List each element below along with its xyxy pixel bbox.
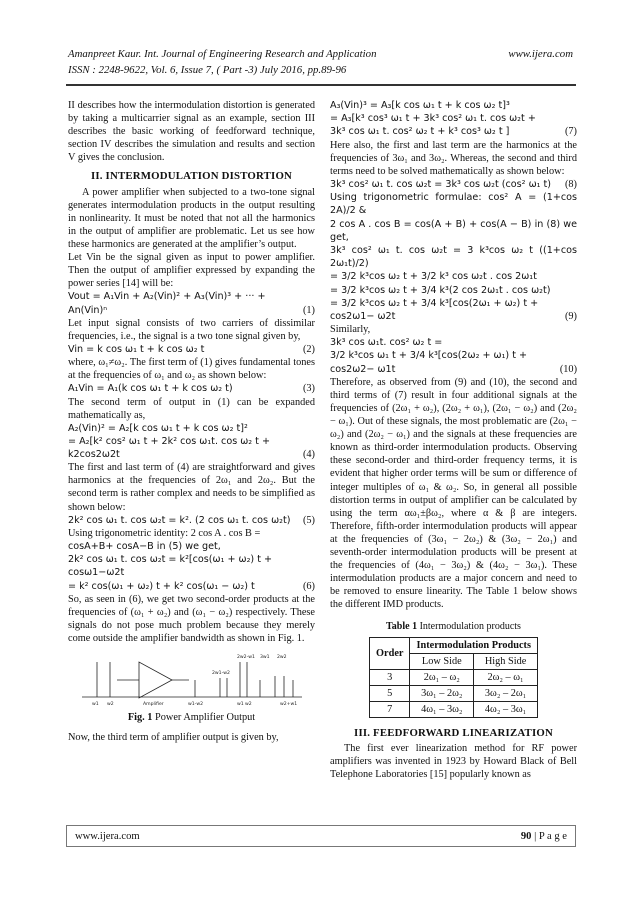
equation-line: 3k³ cos ω₁ t. cos² ω₂ t + k³ cos³ ω₂ t ] [330, 126, 510, 138]
equation-7 [330, 99, 577, 139]
label-2w2: 2w2 [276, 655, 287, 661]
paragraph: The first and last term of (4) are straightforward and gives harmonics at the frequencies of 2ω₁ and 2ω₂. But the second term is rather complex and needs to be simplified as shown below: [68, 462, 315, 513]
page-number-label [521, 831, 567, 842]
caption-text: Power Amplifier Output [152, 712, 256, 724]
equation-line: = k² cos(ω₁ + ω₂) t + k² cos(ω₁ − ω₂) t [68, 580, 255, 592]
table-1-caption [330, 620, 577, 633]
equation-line: 3k³ cos ω₁t. cos² ω₂ t = [330, 337, 443, 349]
paragraph: Therefore, as observed from (9) and (10), the second and third terms of (7) result in four additional signals at the frequencies of (2ω₁ + ω₂), (2ω₂ + ω₁), (2ω₁ − ω₂) and (2ω₂ − ω₁). Out of these signals, the most problematic are (2ω₁ − ω₂) and (2ω₂ − ω₁) and the signals at these frequencies are known as third-order intermodulation products. Observing these second-order and third-order frequency terms, it is evident that higher order terms will be sum or difference of integer multiples of ω₁ & ω₂. So, in general all possible distortion terms in output of amplifier can be calculated by using the term αω₁±βω₂, where α & β are integers. Therefore, fifth-order intermodulation products will appear at the frequencies of (3ω₁ − 2ω₂) & (3ω₂ − 2ω₁) and seventh-order intermodulation products will be present at the frequencies of (4ω₁ − 3ω₂) & (4ω₂ − 3ω₁). These intermodulation products are a major concern and need to be removed to ensure linearity. The Table 1 below shows the different IMD products. [330, 376, 577, 611]
page-text: | P a g e [531, 830, 567, 842]
equation-3 [68, 382, 315, 395]
equation-number: (1) [302, 304, 315, 316]
paragraph: 2 cos A . cos B = cos(A + B) + cos(A − B) in (8) we get, [330, 218, 577, 243]
issn-line: ISSN : 2248-9622, Vol. 6, Issue 7, ( Part -3) July 2016, pp.89-96 [68, 64, 347, 76]
table-row [370, 685, 538, 701]
journal-website[interactable]: www.ijera.com [508, 48, 573, 60]
label-2w2-w1: 2w2-w1 [236, 655, 255, 661]
caption-text: Intermodulation products [417, 620, 521, 632]
label-out-w1: w1 [236, 702, 244, 708]
equation-10 [330, 336, 577, 376]
table-row [370, 669, 538, 685]
intro-paragraph: II describes how the intermodulation distortion is generated by taking a multicarrier signal as an example, section III describes the basic working of feedforward technique, section IV describes the simulation and results and section V gives the conclusion. [68, 100, 315, 164]
right-column [330, 99, 577, 781]
paragraph: The second term of output in (1) can be expanded mathematically as, [68, 396, 315, 421]
table-cell: 5 [370, 685, 410, 701]
equation-line: An(Vin)ⁿ [68, 304, 108, 316]
label-out-w2: w2 [244, 702, 252, 708]
paragraph: cosA+B+ cosA−B in (5) we get, [68, 540, 221, 552]
journal-title: Amanpreet Kaur. Int. Journal of Engineering Research and Application [68, 48, 377, 60]
table-cell: 3ω₁ – 2ω₂ [410, 685, 474, 701]
caption-label: Table 1 [386, 620, 418, 632]
equation-number: (3) [302, 383, 315, 395]
equation-line: 2k² cos ω₁ t. cos ω₂t = k²[cos(ω₁ + ω₂) t + [68, 554, 273, 566]
equation-line: 3k³ cos² ω₁ t. cos ω₂t = 3k³ cos ω₂t (cos² ω₁ t) [330, 178, 552, 190]
label-w1-w2: w1-w2 [187, 702, 203, 708]
equation-number: (4) [302, 449, 315, 461]
equation-8 [330, 178, 577, 191]
page-number: 90 [520, 830, 532, 842]
table-cell: 2ω₁ – ω₂ [410, 669, 474, 685]
equation-line: = 3/2 k³cos ω₂ t + 3/4 k³[cos(2ω₁ + ω₂) t + [330, 297, 539, 309]
amplifier-symbol [139, 662, 172, 698]
equation-line: = A₂[k² cos² ω₁ t + 2k² cos ω₁t. cos ω₂ t + [68, 435, 271, 447]
paragraph: Let Vin be the signal given as input to power amplifier. Then the output of amplifier expressed by expanding the power series [14] will be: [68, 252, 315, 290]
table-row [370, 701, 538, 717]
section-2-heading: II. INTERMODULATION DISTORTION [90, 170, 293, 183]
table-header-group: Intermodulation Products [410, 637, 538, 653]
equation-line: A₁Vin = A₁(k cos ω₁ t + k cos ω₂ t) [68, 383, 233, 395]
label-w1: w1 [91, 702, 99, 708]
paragraph: Here also, the first and last term are the harmonics at the frequencies of 3ω₁ and 3ω₂. Whereas, the second and third terms need to be solved mathematically as shown below: [330, 139, 577, 177]
paragraph: The first ever linearization method for RF power amplifiers was invented in 1923 by Howard Black of Bell Telephone Laboratories [15] popularly known as [330, 743, 577, 781]
table-header-order: Order [370, 637, 410, 669]
imd-table [369, 637, 538, 718]
equation-number: (6) [302, 580, 315, 592]
header-rule [66, 84, 576, 86]
paragraph: Now, the third term of amplifier output is given by, [68, 732, 279, 744]
figure-1-diagram [77, 650, 307, 708]
equation-number: (2) [302, 343, 315, 355]
label-3w1: 3w1 [259, 655, 270, 661]
page-footer [66, 825, 576, 847]
paragraph: Similarly, [330, 324, 371, 336]
equation-line: 2k² cos ω₁ t. cos ω₂t = k². (2 cos ω₁ t. cos ω₂t) [68, 514, 291, 526]
paragraph: A power amplifier when subjected to a two-tone signal generates intermodulation products in the output resulting in nonlinearity. It must be noted that not all the harmonics in the output of amplifier are problematic. Let us see how these harmonics are generated at the amplifier’s output. [68, 186, 315, 250]
left-column [68, 99, 315, 744]
paragraph: Using trigonometric formulae: cos² A = (1+cos 2A)/2 & [330, 192, 577, 217]
label-amplifier: Amplifier [142, 702, 164, 708]
paragraph: where, ω₁≠ω₂. The first term of (1) gives fundamental tones at the frequencies of ω₁ and ω₂ as shown below: [68, 357, 315, 382]
equation-5 [68, 514, 315, 527]
equation-2 [68, 343, 315, 356]
label-2w1-w2: 2w1-w2 [211, 671, 230, 677]
table-header-low: Low Side [410, 653, 474, 669]
equation-number: (5) [302, 514, 315, 526]
equation-line: = 3/2 k³cos ω₂ t + 3/2 k³ cos ω₂t . cos 2ω₁t [330, 271, 537, 283]
footer-website[interactable]: www.ijera.com [75, 830, 140, 842]
equation-number: (10) [559, 363, 577, 375]
equation-line: 3/2 k³cos ω₁ t + 3/4 k³[cos(2ω₂ + ω₁) t + [330, 350, 528, 362]
label-w2+w1: w2+w1 [279, 702, 297, 708]
equation-1 [68, 290, 315, 316]
equation-number: (7) [564, 126, 577, 138]
equation-4 [68, 422, 315, 462]
equation-number: (9) [564, 310, 577, 322]
equation-6 [68, 553, 315, 593]
paragraph: Using trigonometric identity: 2 cos A . cos B = [68, 527, 261, 539]
equation-line: Vin = k cos ω₁ t + k cos ω₂ t [68, 343, 205, 355]
table-header-high: High Side [474, 653, 538, 669]
caption-label: Fig. 1 [127, 712, 153, 724]
label-w2: w2 [106, 702, 114, 708]
equation-line: = 3/2 k³cos ω₂ t + 3/4 k³(2 cos 2ω₁t . cos ω₂t) [330, 284, 551, 296]
equation-line: cos2ω1− ω2t [330, 310, 396, 322]
equation-line: cosω1−ω2t [68, 567, 125, 579]
table-cell: 2ω₂ – ω₁ [474, 669, 538, 685]
paragraph: So, as seen in (6), we get two second-order products at the frequencies of (ω₁ + ω₂) and (ω₁ − ω₂) respectively. These signals do not pose much problem because they merely come outside the amplifier bandwidth as shown in Fig. 1. [68, 593, 315, 645]
running-header [68, 46, 573, 78]
section-3-heading: III. FEEDFORWARD LINEARIZATION [354, 727, 553, 740]
table-cell: 4ω₁ – 3ω₂ [410, 701, 474, 717]
equation-line: cos2ω2− ω1t [330, 363, 396, 375]
table-cell: 7 [370, 701, 410, 717]
table-cell: 3ω₂ – 2ω₁ [474, 685, 538, 701]
table-cell: 4ω₂ – 3ω₁ [474, 701, 538, 717]
equation-line: Vout = A₁Vin + A₂(Vin)² + A₃(Vin)³ + ··· + [68, 291, 266, 303]
equation-line: k2cos2ω2t [68, 449, 120, 461]
equation-line: A₂(Vin)² = A₂[k cos ω₁ t + k cos ω₂ t]² [68, 422, 248, 434]
equation-line: 3k³ cos² ω₁ t. cos ω₂t = 3 k³cos ω₂ t ((1+cos 2ω₁t)/2) [330, 244, 577, 270]
equation-9 [330, 244, 577, 323]
table-cell: 3 [370, 669, 410, 685]
equation-number: (8) [564, 178, 577, 190]
equation-line: = A₃[k³ cos³ ω₁ t + 3k³ cos² ω₁ t. cos ω₂t + [330, 113, 536, 125]
equation-line: A₃(Vin)³ = A₃[k cos ω₁ t + k cos ω₂ t]³ [330, 100, 510, 111]
paragraph: Let input signal consists of two carriers of dissimilar frequencies, i.e., the signal is a two tone signal given by, [68, 317, 315, 342]
figure-1-caption [68, 711, 315, 724]
